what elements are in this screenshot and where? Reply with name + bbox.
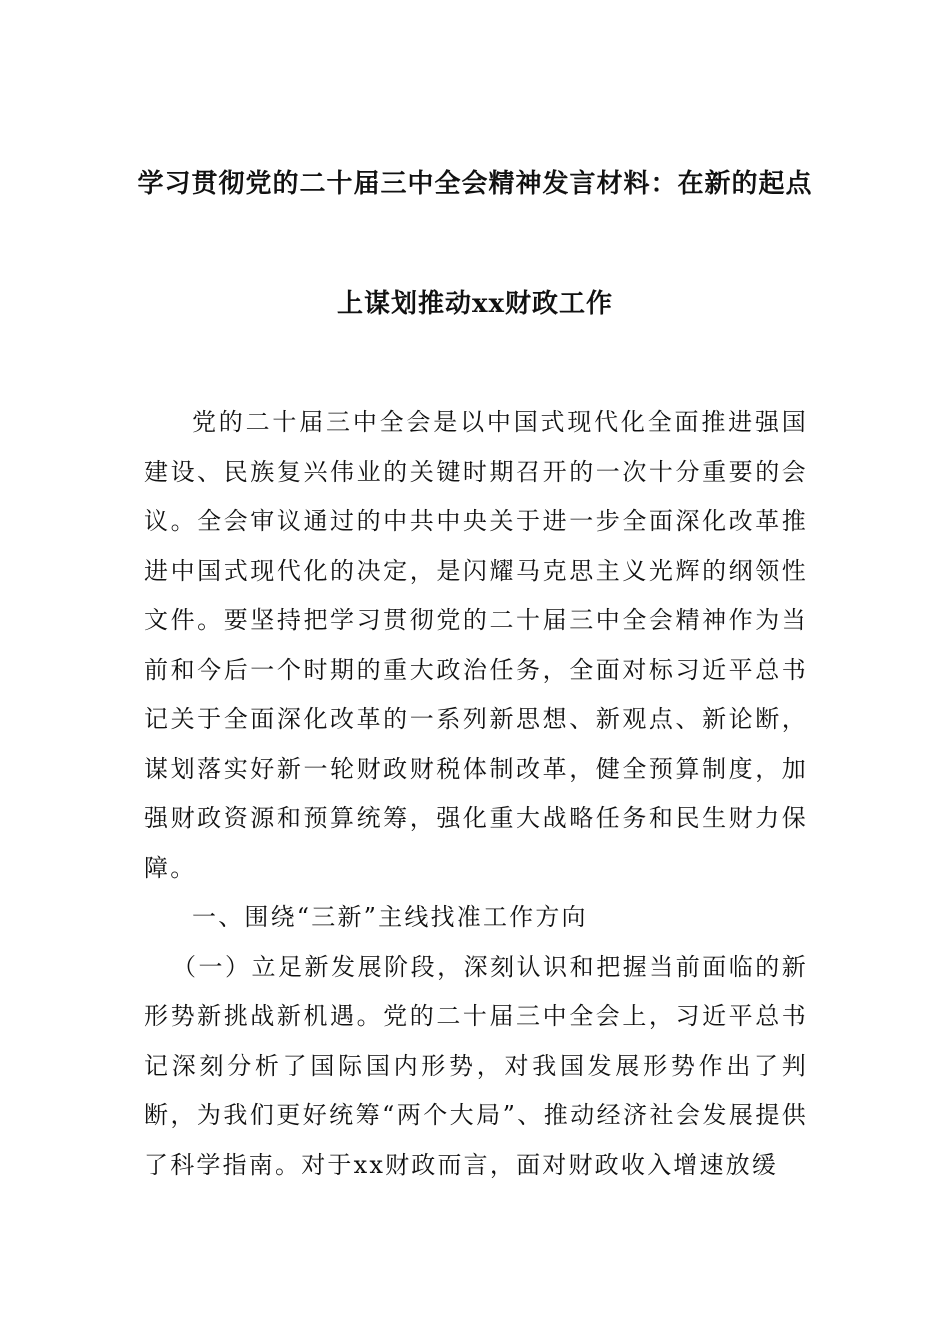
document-title-line-2: 上谋划推动xx财政工作 xyxy=(336,289,613,319)
subsection-paragraph: （一）立足新发展阶段，深刻认识和把握当前面临的新形势新挑战新机遇。党的二十届三中全会上，习近平总书记深刻分析了国际国内形势，对我国发展形势作出了判断，为我们更好统筹“两个大局”、推动经济社会发展提供了科学指南。对于xx财政而言，面对财政收入增速放缓 xyxy=(144,952,808,1179)
document-body xyxy=(144,398,808,1190)
section-heading: 一、围绕“三新”主线找准工作方向 xyxy=(192,903,588,931)
intro-paragraph: 党的二十届三中全会是以中国式现代化全面推进强国建设、民族复兴伟业的关键时期召开的一次十分重要的会议。全会审议通过的中共中央关于进一步全面深化改革推进中国式现代化的决定，是闪耀马克思主义光辉的纲领性文件。要坚持把学习贯彻党的二十届三中全会精神作为当前和今后一个时期的重大政治任务，全面对标习近平总书记关于全面深化改革的一系列新思想、新观点、新论断，谋划落实好新一轮财政财税体制改革，健全预算制度，加强财政资源和预算统筹，强化重大战略任务和民生财力保障。 xyxy=(144,408,808,882)
document-title-line-1: 学习贯彻党的二十届三中全会精神发言材料：在新的起点 xyxy=(137,169,813,199)
